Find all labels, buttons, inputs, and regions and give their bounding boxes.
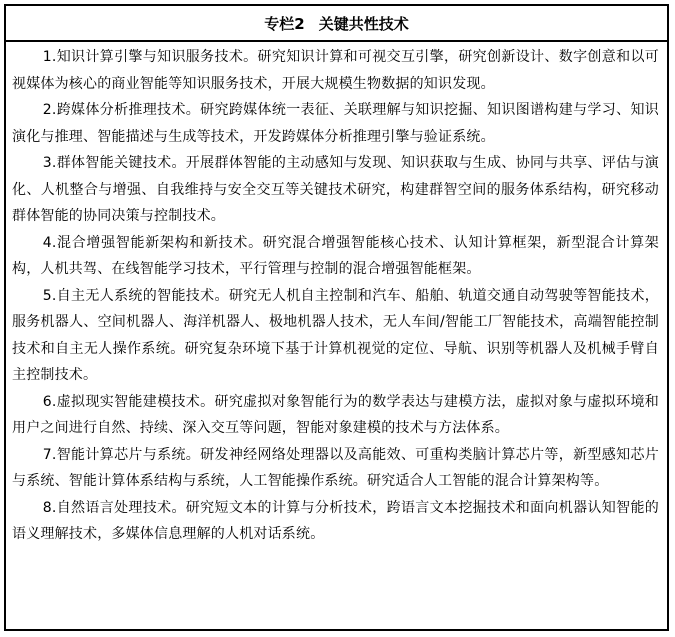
sidebar-box (4, 4, 669, 631)
list-item: 1.知识计算引擎与知识服务技术。研究知识计算和可视交互引擎，研究创新设计、数字创意和以可视媒体为核心的商业智能等知识服务技术，开展大规模生物数据的知识发现。 (12, 49, 659, 92)
list-item: 2.跨媒体分析推理技术。研究跨媒体统一表征、关联理解与知识挖掘、知识图谱构建与学习、知识演化与推理、智能描述与生成等技术，开发跨媒体分析推理引擎与验证系统。 (12, 102, 659, 145)
list-item: 7.智能计算芯片与系统。研发神经网络处理器以及高能效、可重构类脑计算芯片等，新型感知芯片与系统、智能计算体系结构与系统，人工智能操作系统。研究适合人工智能的混合计算架构等。 (12, 446, 659, 489)
list-item: 6.虚拟现实智能建模技术。研究虚拟对象智能行为的数学表达与建模方法，虚拟对象与虚拟环境和用户之间进行自然、持续、深入交互等问题，智能对象建模的技术与方法体系。 (12, 393, 659, 436)
box-title: 关键共性技术 (318, 14, 409, 33)
list-item: 8.自然语言处理技术。研究短文本的计算与分析技术，跨语言文本挖掘技术和面向机器认知智能的语义理解技术，多媒体信息理解的人机对话系统。 (12, 499, 659, 542)
box-label: 专栏2 (264, 14, 305, 33)
box-header (6, 6, 667, 42)
box-body (6, 42, 667, 548)
list-item: 3.群体智能关键技术。开展群体智能的主动感知与发现、知识获取与生成、协同与共享、评估与演化、人机整合与增强、自我维持与安全交互等关键技术研究，构建群智空间的服务体系结构，研究移动群体智能的协同决策与控制技术。 (12, 155, 659, 224)
list-item: 4.混合增强智能新架构和新技术。研究混合增强智能核心技术、认知计算框架，新型混合计算架构，人机共驾、在线智能学习技术，平行管理与控制的混合增强智能框架。 (12, 234, 659, 277)
list-item: 5.自主无人系统的智能技术。研究无人机自主控制和汽车、船舶、轨道交通自动驾驶等智能技术，服务机器人、空间机器人、海洋机器人、极地机器人技术，无人车间/智能工厂智能技术，高端智能控制技术和自主无人操作系统。研究复杂环境下基于计算机视觉的定位、导航、识别等机器人及机械手臂自主控制技术。 (12, 287, 659, 383)
